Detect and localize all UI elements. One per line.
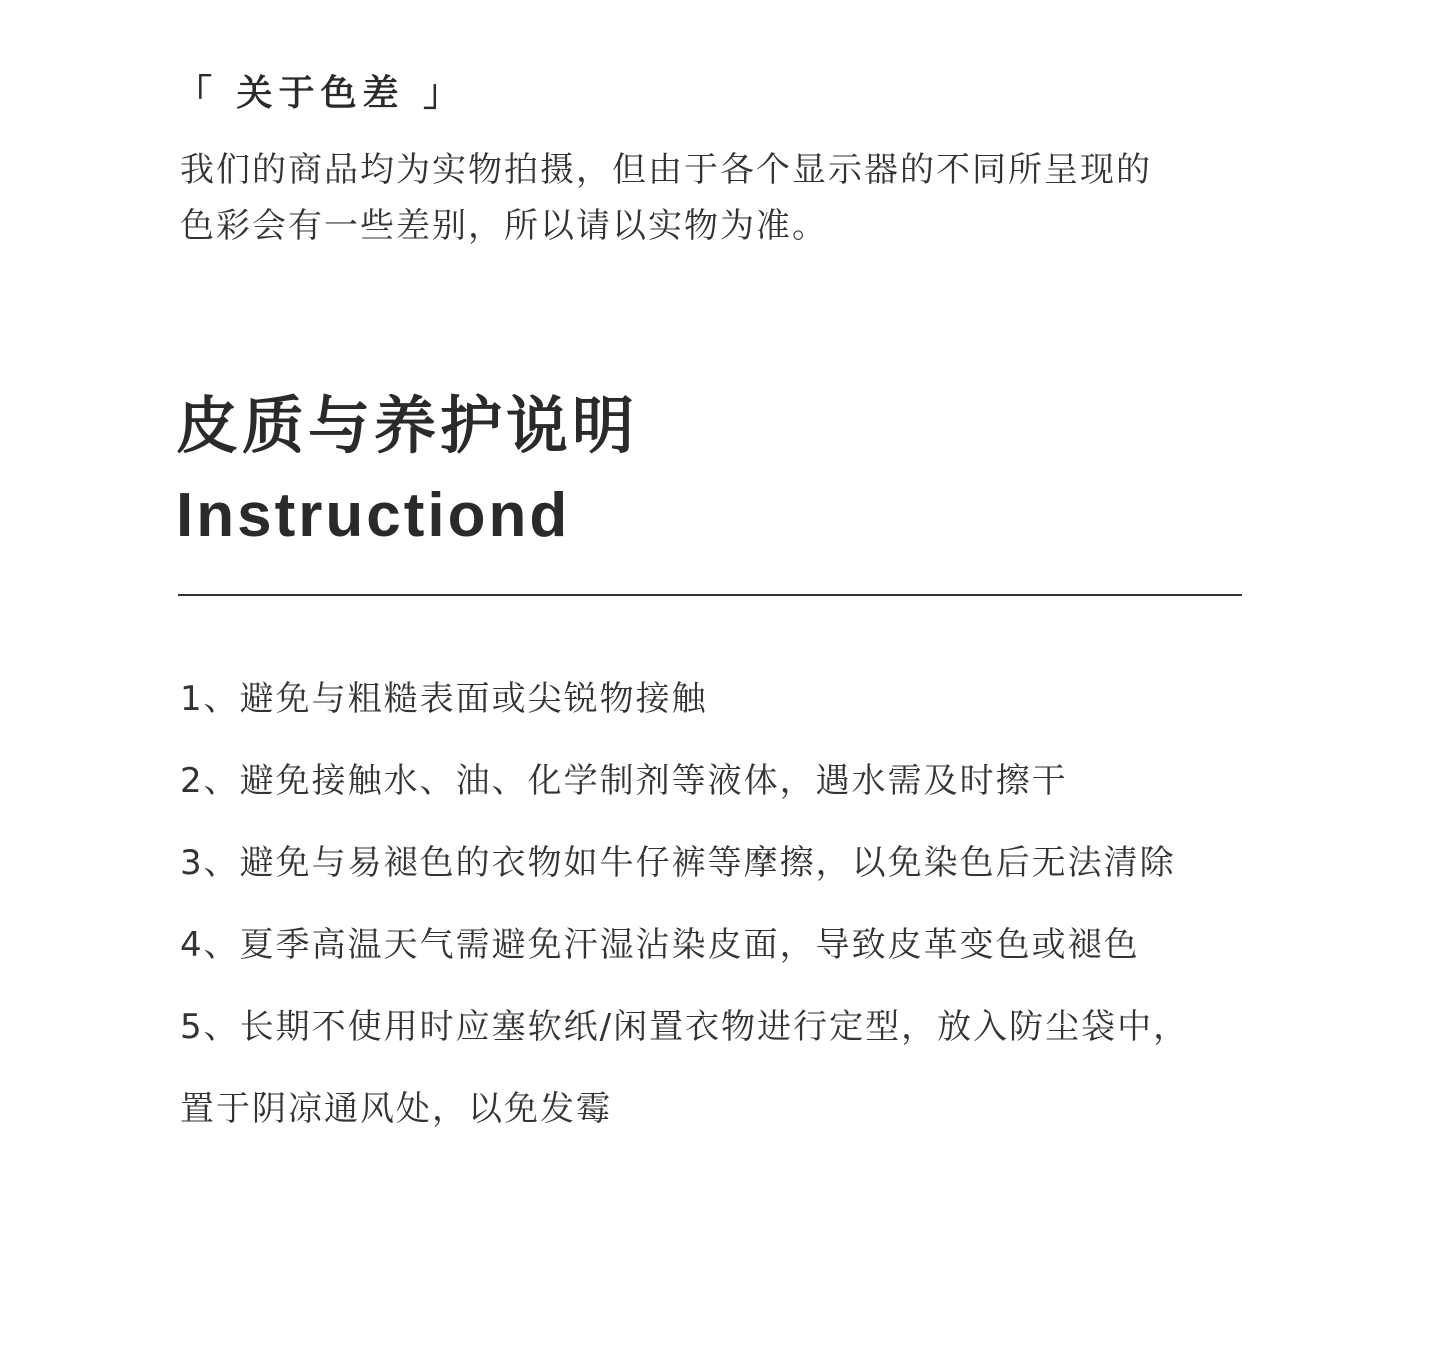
care-item-5-continued: 置于阴凉通风处，以免发霉	[180, 1089, 612, 1129]
care-item-2: 2、避免接触水、油、化学制剂等液体，遇水需及时擦干	[180, 761, 1068, 801]
color-difference-heading: 「 关于色差 」	[176, 73, 466, 114]
care-title-chinese: 皮质与养护说明	[176, 389, 639, 462]
care-item-4: 4、夏季高温天气需避免汗湿沾染皮面，导致皮革变色或褪色	[180, 925, 1140, 965]
section-divider	[178, 594, 1242, 596]
color-difference-note	[180, 142, 1300, 254]
care-title-english: Instructiond	[176, 481, 571, 550]
care-item-5: 5、长期不使用时应塞软纸/闲置衣物进行定型，放入防尘袋中，	[180, 1007, 1190, 1047]
care-item-1: 1、避免与粗糙表面或尖锐物接触	[180, 679, 708, 719]
care-instructions-list	[180, 658, 1340, 1150]
color-note-line-1: 我们的商品均为实物拍摄，但由于各个显示器的不同所呈现的	[180, 150, 1152, 190]
care-item-3: 3、避免与易褪色的衣物如牛仔裤等摩擦，以免染色后无法清除	[180, 843, 1176, 883]
color-note-line-2: 色彩会有一些差别，所以请以实物为准。	[180, 206, 828, 246]
